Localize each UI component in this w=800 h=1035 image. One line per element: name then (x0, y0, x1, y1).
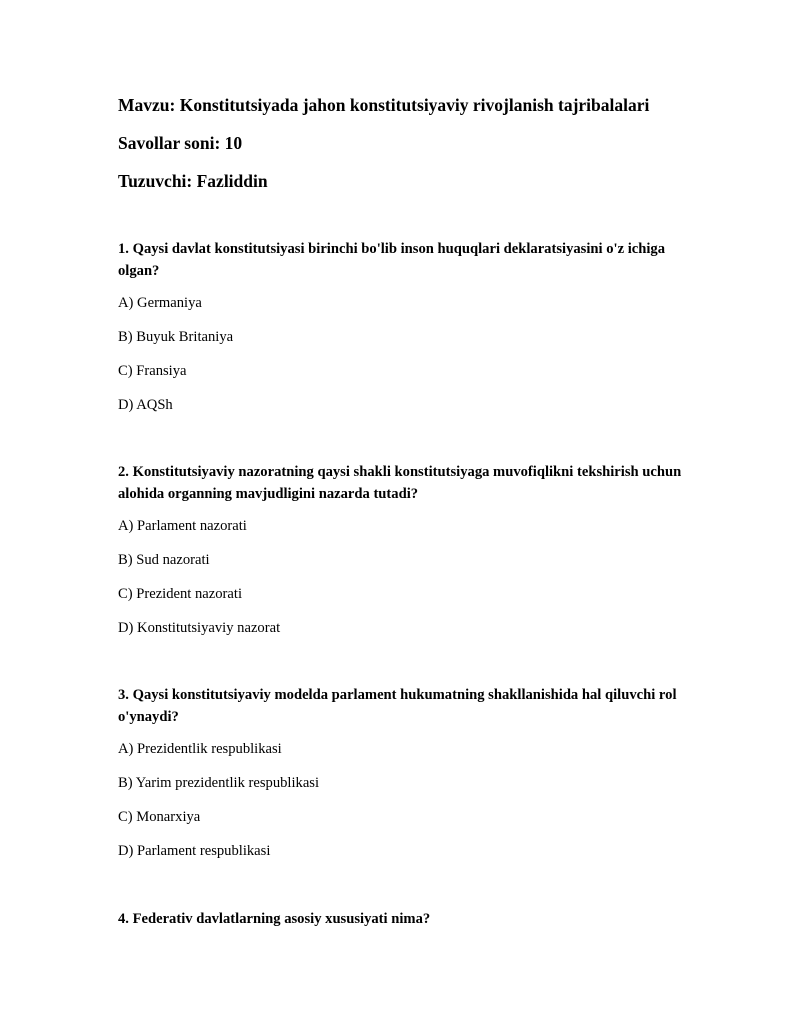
question-1-option-a: A) Germaniya (118, 295, 202, 311)
question-4-title: 4. Federativ davlatlarning asosiy xususiyati nima? (118, 911, 431, 927)
question-3-option-b: B) Yarim prezidentlik respublikasi (118, 775, 320, 791)
question-1-title: 1. Qaysi davlat konstitutsiyasi birinchi bo'lib inson huquqlari deklaratsiyasini o'z ichiga olgan? (118, 241, 665, 279)
question-2-option-a: A) Parlament nazorati (118, 518, 247, 534)
question-3-option-d: D) Parlament respublikasi (118, 843, 271, 859)
question-1-option-c: C) Fransiya (118, 363, 187, 379)
question-count-heading: Savollar soni: 10 (118, 133, 243, 153)
question-2-title: 2. Konstitutsiyaviy nazoratning qaysi shakli konstitutsiyaga muvofiqlikni tekshirish uchun alohida organning mavjudligini nazarda tutadi? (118, 464, 682, 502)
question-3-option-c: C) Monarxiya (118, 809, 201, 825)
question-2-option-d: D) Konstitutsiyaviy nazorat (118, 620, 281, 636)
question-3-option-a: A) Prezidentlik respublikasi (118, 741, 282, 757)
question-2-option-c: C) Prezident nazorati (118, 586, 242, 602)
topic-heading: Mavzu: Konstitutsiyada jahon konstitutsiyaviy rivojlanish tajribalalari (118, 95, 650, 115)
question-2-option-b: B) Sud nazorati (118, 552, 210, 568)
question-1-option-b: B) Buyuk Britaniya (118, 329, 234, 345)
question-1-option-d: D) AQSh (118, 397, 173, 413)
author-heading: Tuzuvchi: Fazliddin (118, 171, 268, 191)
question-3-title: 3. Qaysi konstitutsiyaviy modelda parlament hukumatning shakllanishida hal qiluvchi rol o'ynaydi? (118, 687, 677, 725)
